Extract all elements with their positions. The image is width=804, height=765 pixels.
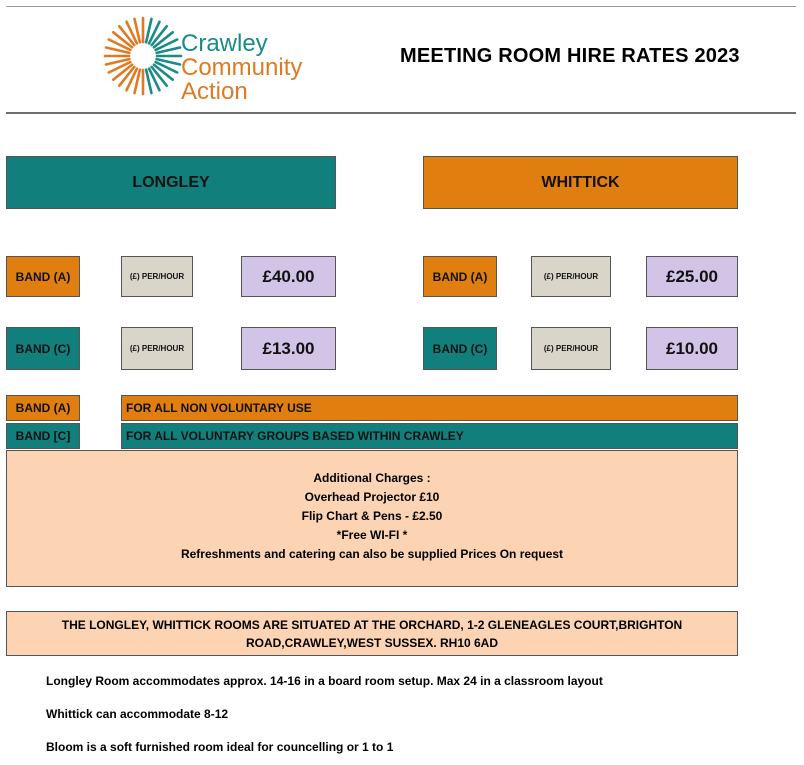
charges-flipchart: Flip Chart & Pens - £2.50 xyxy=(301,509,443,523)
whittick-band-a-price: £25.00 xyxy=(646,256,738,297)
whittick-band-a-label: BAND (A) xyxy=(423,256,497,297)
longley-band-a-price: £40.00 xyxy=(241,256,336,297)
additional-charges-box xyxy=(6,450,738,587)
room-header-whittick: WHITTICK xyxy=(423,156,738,209)
charges-wifi: *Free WI-FI * xyxy=(336,528,408,542)
longley-band-a-unit: (£) PER/HOUR xyxy=(121,256,193,297)
note-bloom: Bloom is a soft furnished room ideal for councelling or 1 to 1 xyxy=(46,740,394,754)
longley-band-a-label: BAND (A) xyxy=(6,256,80,297)
band-c-legend-description: FOR ALL VOLUNTARY GROUPS BASED WITHIN CRAWLEY xyxy=(121,423,738,449)
charges-projector: Overhead Projector £10 xyxy=(304,490,440,504)
address-box xyxy=(6,611,738,656)
address-line-2: ROAD,CRAWLEY,WEST SUSSEX. RH10 6AD xyxy=(245,636,499,650)
room-header-longley: LONGLEY xyxy=(6,156,336,209)
crawley-community-action-logo xyxy=(103,16,363,108)
address-line-1: THE LONGLEY, WHITTICK ROOMS ARE SITUATED AT THE ORCHARD, 1-2 GLENEAGLES COURT,BRIGHTON xyxy=(61,618,683,632)
charges-heading: Additional Charges : xyxy=(313,471,431,485)
sunburst-icon xyxy=(103,16,183,96)
whittick-band-c-unit: (£) PER/HOUR xyxy=(531,327,611,370)
logo-wordmark xyxy=(181,32,302,104)
top-rule xyxy=(6,6,796,7)
band-a-legend-description: FOR ALL NON VOLUNTARY USE xyxy=(121,395,738,421)
longley-band-c-unit: (£) PER/HOUR xyxy=(121,327,193,370)
longley-band-c-label: BAND (C) xyxy=(6,327,80,370)
band-a-legend-label: BAND (A) xyxy=(6,395,80,421)
logo-line-2: Community xyxy=(181,54,303,81)
note-longley-capacity: Longley Room accommodates approx. 14-16 in a board room setup. Max 24 in a classroom layout xyxy=(46,674,603,688)
charges-refreshments: Refreshments and catering can also be supplied Prices On request xyxy=(180,547,564,561)
note-whittick-capacity: Whittick can accommodate 8-12 xyxy=(46,707,229,721)
logo-line-3: Action xyxy=(181,78,248,105)
header-divider xyxy=(6,112,796,114)
longley-band-c-price: £13.00 xyxy=(241,327,336,370)
whittick-band-c-label: BAND (C) xyxy=(423,327,497,370)
page-title: MEETING ROOM HIRE RATES 2023 xyxy=(400,45,740,67)
logo-line-1: Crawley xyxy=(181,30,268,57)
band-c-legend-label: BAND [C] xyxy=(6,423,80,449)
whittick-band-c-price: £10.00 xyxy=(646,327,738,370)
whittick-band-a-unit: (£) PER/HOUR xyxy=(531,256,611,297)
